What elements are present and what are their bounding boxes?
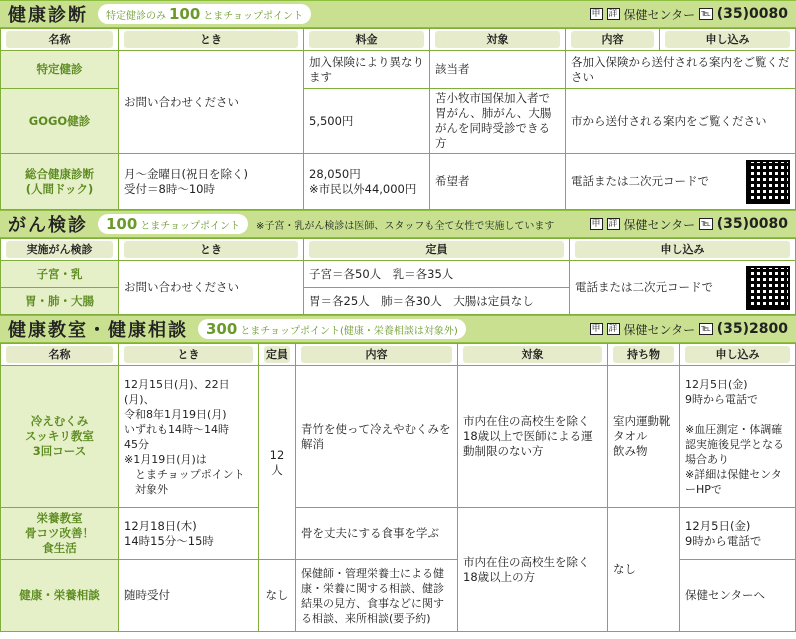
qr-code-icon[interactable] [746, 160, 790, 204]
phone-icon: ℡ [701, 219, 711, 229]
table-row: 栄養教室 骨コツ改善！ 食生活 12月18日(木) 14時15分～15時 骨を丈夫にする食事を学ぶ 市内在住の高校生を除く18歳以上の方 なし 12月5日(金) 9時から電話で [1, 508, 796, 560]
table-row: 冷えむくみ スッキリ教室 3回コース 12月15日(月)、22日(月)、 令和8年1月19日(月) いずれも14時～14時 45分 ※1月19日(月)は とまチョップポイント 対象外 12人 青竹を使って冷えやむくみを解消 市内在住の高校生を除く18歳以上で医師による運動制限のない方 室内運動靴 タオル 飲み物 12月5日(金) 9時から電話で ※血圧測定・体調確認実施後見学となる場合あり ※詳細は保健センターHPで [1, 366, 796, 508]
health-checkup-table: 名称 とき 料金 対象 内容 申し込み 特定健診 お問い合わせください 加入保険により異なります 該当者 各加入保険から送付される案内をご覧ください GOGO健診 5,500円 苫小牧市国保加入者で胃がん、肺がん、大腸がんを同時受診できる方 市から送付される案内をご覧ください 総合健康診断 (人間ドック) 月～金曜日(祝日を除く) 受付＝8時～10時 28,050円 ※市民以外44,000円 希望者 電話または二次元コードで [0, 28, 796, 210]
row-name: 特定健診 [1, 51, 119, 89]
points-badge: 100 とまチョップポイント [98, 214, 248, 234]
apply-icon: 申 [591, 219, 601, 229]
section-header-health-class [0, 315, 796, 343]
phone-icon: ℡ [701, 324, 711, 334]
table-row: 胃・肺・大腸 胃＝各25人 肺＝各30人 大腸は定員なし [1, 288, 796, 315]
table-row: 子宮・乳 お問い合わせください 子宮＝各50人 乳＝各35人 電話または二次元コードで [1, 261, 796, 288]
contact-info: 申 詳 保健センター ℡ (35)2800 [591, 321, 788, 337]
table-row: 健康・栄養相談 随時受付 なし 保健師・管理栄養士による健康・栄養に関する相談、健診結果の見方、食事などに関する相談、来所相談(要予約) 保健センターへ [1, 560, 796, 632]
points-badge: 300 とまチョップポイント(健康・栄養相談は対象外) [198, 319, 466, 339]
table-row: GOGO健診 5,500円 苫小牧市国保加入者で胃がん、肺がん、大腸がんを同時受診できる方 市から送付される案内をご覧ください [1, 89, 796, 154]
section-header-health-checkup [0, 0, 796, 28]
section-title: がん検診 [8, 215, 88, 236]
cancer-screening-table: 実施がん検診 とき 定員 申し込み 子宮・乳 お問い合わせください 子宮＝各50人 乳＝各35人 電話または二次元コードで 胃・肺・大腸 胃＝各25人 肺＝各30人 大腸は定員なし [0, 238, 796, 315]
phone-icon: ℡ [701, 9, 711, 19]
points-badge: 特定健診のみ 100 とまチョップポイント [98, 4, 311, 24]
apply-icon: 申 [591, 9, 601, 19]
section-title: 健康教室・健康相談 [8, 320, 188, 341]
apply-icon: 申 [591, 324, 601, 334]
table-row: 総合健康診断 (人間ドック) 月～金曜日(祝日を除く) 受付＝8時～10時 28,050円 ※市民以外44,000円 希望者 電話または二次元コードで [1, 154, 796, 210]
qr-code-icon[interactable] [746, 266, 790, 310]
details-icon: 詳 [608, 324, 618, 334]
health-class-table: 名称 とき 定員 内容 対象 持ち物 申し込み 冷えむくみ スッキリ教室 3回コース 12月15日(月)、22日(月)、 令和8年1月19日(月) いずれも14時～14時 45分 ※1月19日(月)は とまチョップポイント 対象外 12人 青竹を使って冷えやむくみを解消 市内在住の高校生を除く18歳以上で医師による運動制限のない方 室内運動靴 タオル 飲み物 12月5日(金) 9時から電話で ※血圧測定・体調確認実施後見学となる場合あり ※詳細は保健センターHPで 栄養教室 骨コツ改善！ 食生活 12月18日(木) 14時15分～15時 骨を丈夫にする食事を学ぶ 市内在住の高校生を除く18歳以上の方 なし 12月5日(金) 9時から電話で 健康・栄養相談 随時受付 なし 保健師・管理栄養士による健康・栄養に関する相談、健診結果の見方、食事などに関する相談、来所相談(要予約) 保健センターへ [0, 343, 796, 632]
details-icon: 詳 [608, 219, 618, 229]
section-header-cancer-screening [0, 210, 796, 238]
details-icon: 詳 [608, 9, 618, 19]
contact-info: 申 詳 保健センター ℡ (35)0080 [591, 6, 788, 22]
section-title: 健康診断 [8, 5, 88, 26]
section-note: ※子宮・乳がん検診は医師、スタッフも全て女性で実施しています [256, 220, 555, 232]
table-row: 特定健診 お問い合わせください 加入保険により異なります 該当者 各加入保険から送付される案内をご覧ください [1, 51, 796, 89]
contact-info: 申 詳 保健センター ℡ (35)0080 [591, 216, 788, 232]
